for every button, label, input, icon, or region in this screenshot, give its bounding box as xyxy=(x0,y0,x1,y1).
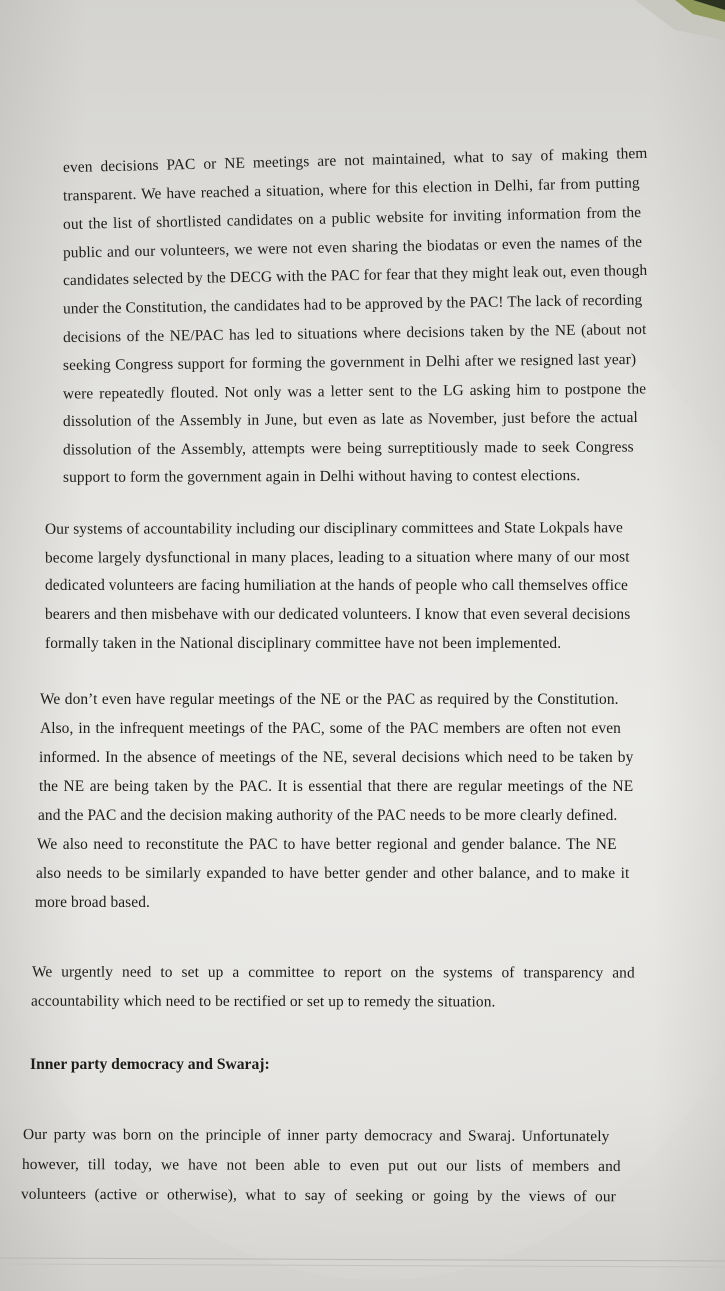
text-line: Also, in the infrequent meetings of the PAC, some of the PAC members are often not even xyxy=(40,720,621,737)
text-line: seeking Congress support for forming the government in Delhi after we resigned last year) xyxy=(62,350,637,375)
text-line: dissolution of the Assembly in June, but even as late as November, just before the actual xyxy=(62,408,638,431)
text-line: and the PAC and the decision making authority of the PAC needs to be more clearly defined. xyxy=(38,807,618,824)
text-line: dissolution of the Assembly, attempts were being surreptitiously made to seek Congress xyxy=(62,438,634,459)
text-line: under the Constitution, the candidates had to be approved by the PAC! The lack of recording xyxy=(62,291,643,318)
text-line: Our party was born on the principle of inner party democracy and Swaraj. Unfortunately xyxy=(22,1125,610,1146)
text-line: dedicated volunteers are facing humiliation at the hands of people who call themselves office xyxy=(45,577,628,594)
text-line: however, till today, we have not been able to even put out our lists of members and xyxy=(21,1155,621,1176)
text-line: out the list of shortlisted candidates on a public website for inviting information from the xyxy=(62,203,642,234)
text-line: formally taken in the National disciplinary committee have not been implemented. xyxy=(45,635,562,652)
text-line: volunteers (active or otherwise), what to say of seeking or going by the views of our xyxy=(20,1185,616,1206)
text-line: We don’t even have regular meetings of the NE or the PAC as required by the Constitution. xyxy=(40,691,619,708)
text-line: were repeatedly flouted. Not only was a letter sent to the LG asking him to postpone the xyxy=(62,380,647,403)
page-bottom-edge xyxy=(0,1250,725,1291)
text-line: bearers and then misbehave with our dedicated volunteers. I know that even several decisions xyxy=(45,606,631,623)
text-line: even decisions PAC or NE meetings are not maintained, what to say of making them xyxy=(62,144,648,177)
text-line: We also need to reconstitute the PAC to have better regional and gender balance. The NE xyxy=(37,836,617,853)
text-line: also needs to be similarly expanded to have better gender and other balance, and to make it xyxy=(36,865,630,882)
text-line: We urgently need to set up a committee to report on the systems of transparency and xyxy=(31,963,635,982)
text-line: transparent. We have reached a situation, where for this election in Delhi, far from putting xyxy=(62,174,640,205)
text-line: become largely dysfunctional in many places, leading to a situation where many of our most xyxy=(44,548,630,567)
text-line: informed. In the absence of meetings of the NE, several decisions which need to be taken by xyxy=(39,749,634,766)
text-line: more broad based. xyxy=(35,894,150,911)
text-line: Our systems of accountability including our disciplinary committees and State Lokpals have xyxy=(44,519,623,538)
text-line: support to form the government again in Delhi without having to contest elections. xyxy=(62,467,581,486)
text-line: public and our volunteers, we were not even sharing the biodatas or even the names of the xyxy=(62,233,643,262)
section-heading: Inner party democracy and Swaraj: xyxy=(30,1056,270,1073)
text-line: candidates selected by the DECG with the PAC for fear that they might leak out, even though xyxy=(62,261,648,290)
text-line: decisions of the NE/PAC has led to situations where decisions taken by the NE (about not xyxy=(62,320,647,347)
text-line: the NE are being taken by the PAC. It is essential that there are regular meetings of the NE xyxy=(39,778,634,795)
text-line: accountability which need to be rectified or set up to remedy the situation. xyxy=(30,992,496,1011)
